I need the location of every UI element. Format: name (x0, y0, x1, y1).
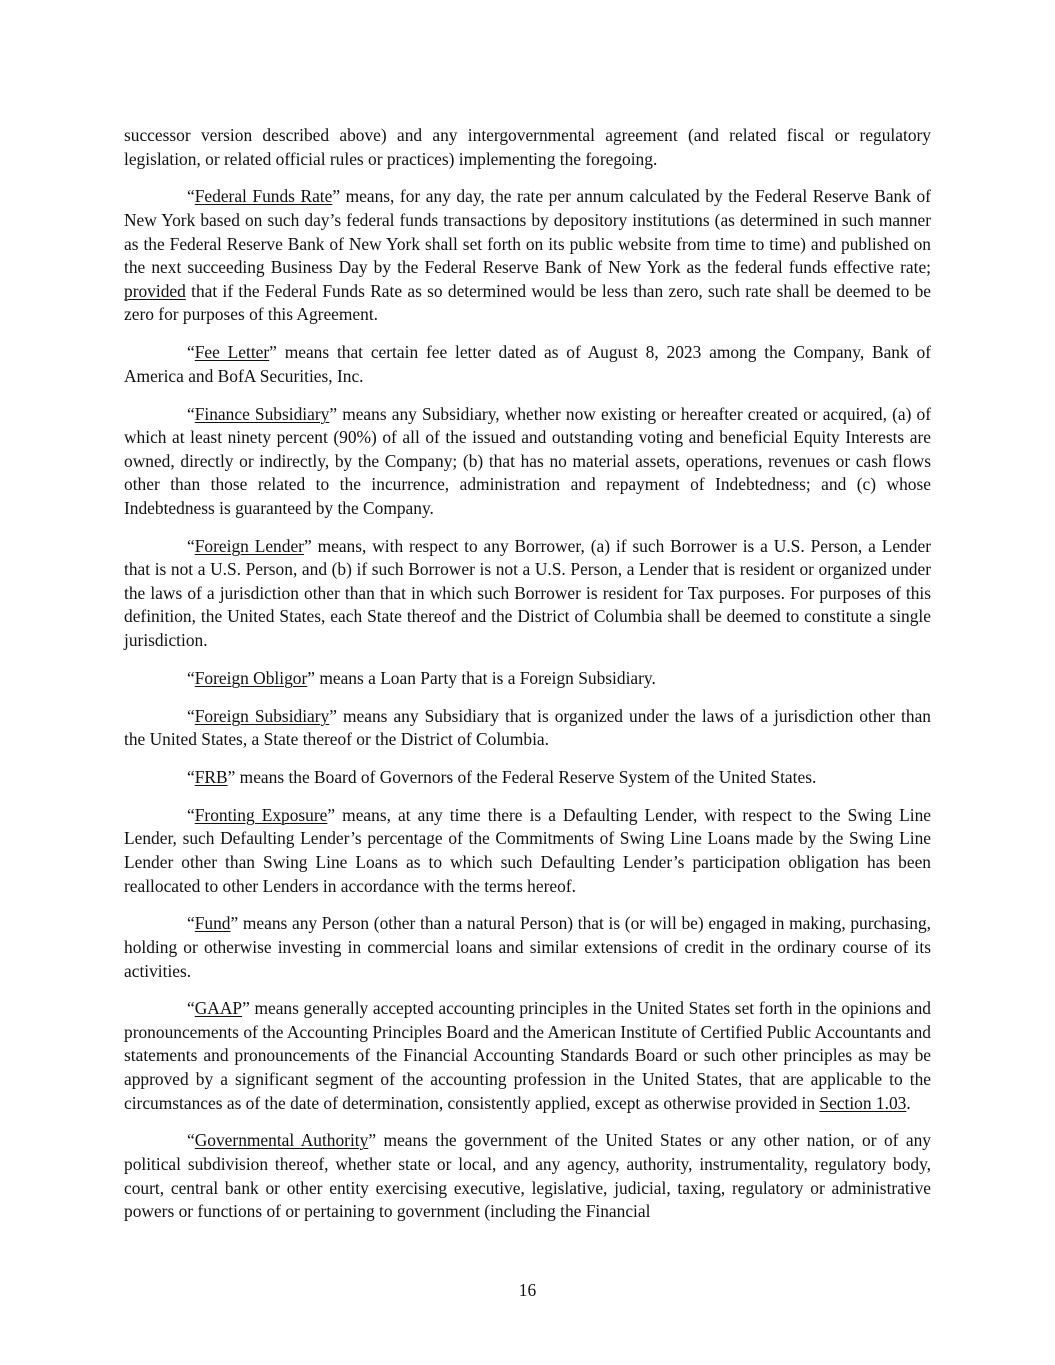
defined-term: Finance Subsidiary (194, 403, 330, 424)
definition-text: ” means a Loan Party that is a Foreign Subsidiary. (307, 667, 656, 688)
open-quote: “ (187, 403, 195, 424)
open-quote: “ (187, 667, 195, 688)
defined-term: Governmental Authority (194, 1130, 369, 1151)
defined-term: FRB (194, 766, 228, 787)
definition-federal-funds-rate (124, 185, 931, 327)
open-quote: “ (187, 766, 195, 787)
defined-term: Federal Funds Rate (194, 186, 333, 207)
open-quote: “ (187, 804, 195, 825)
open-quote: “ (187, 705, 195, 726)
defined-term: Fee Letter (194, 342, 270, 363)
definition-text: ” means the government of the United States or any other nation, or of any political subdivision thereof, whether state or local, and any agency, authority, instrumentality, regulatory body, court, central bank or other entity exercising executive, legislative, judicial, taxing, regulatory or administrative powers or functions of or pertaining to government (including the Financial (124, 1130, 932, 1222)
open-quote: “ (187, 186, 195, 207)
open-quote: “ (187, 342, 195, 363)
defined-term: Fronting Exposure (194, 804, 328, 825)
defined-term: Foreign Subsidiary (194, 705, 330, 726)
definition-text: ” means any Subsidiary that is organized under the laws of a jurisdiction other than the United States, a State thereof or the District of Columbia. (124, 705, 932, 750)
defined-term: Foreign Obligor (194, 667, 308, 688)
definition-text: ” means generally accepted accounting principles in the United States set forth in the opinions and pronouncements of the Accounting Principles Board and the American Institute of Certified Public Accountants and statements and pronouncements of the Financial Accounting Standards Board or such other principles as may be approved by a significant segment of the accounting profession in the United States, that are applicable to the circumstances as of the date of determination, consistently applied, except as otherwise provided in (124, 998, 931, 1113)
definition-frb (124, 766, 931, 790)
definition-gaap (124, 997, 931, 1115)
definition-text: ” means, for any day, the rate per annum calculated by the Federal Reserve Bank of New York based on such day’s federal funds transactions by depository institutions (as determined in such manner as the Federal Reserve Bank of New York shall set forth on its public website from time to time) and published on the next succeeding Business Day by the Federal Reserve Bank of New York as the federal funds effective rate; (124, 186, 931, 278)
definition-foreign-obligor (124, 667, 931, 691)
definition-text: that if the Federal Funds Rate as so determined would be less than zero, such rate shall be deemed to be zero for purposes of this Agreement. (124, 280, 931, 325)
definition-text: . (906, 1092, 911, 1113)
defined-term: GAAP (194, 998, 243, 1019)
definition-text: ” means the Board of Governors of the Federal Reserve System of the United States. (227, 766, 817, 787)
definition-fund (124, 912, 931, 983)
proviso-term: provided (124, 280, 186, 301)
definition-governmental-authority (124, 1129, 931, 1223)
document-page-body (124, 124, 931, 1238)
continuation-paragraph: successor version described above) and any intergovernmental agreement (and related fiscal or regulatory legislation, or related official rules or practices) implementing the foregoing. (124, 125, 931, 169)
definition-foreign-lender (124, 535, 931, 653)
definition-foreign-subsidiary (124, 705, 931, 752)
open-quote: “ (187, 1130, 195, 1151)
definition-text: ” means any Subsidiary, whether now existing or hereafter created or acquired, (a) of which at least ninety percent (90%) of all of the issued and outstanding voting and beneficial Equity Interests are owned, directly or indirectly, by the Company; (b) that has no material assets, operations, revenues or cash flows other than those related to the incurrence, administration and repayment of Indebtedness; and (c) whose Indebtedness is guaranteed by the Company. (124, 403, 932, 518)
definition-fee-letter (124, 341, 931, 388)
open-quote: “ (187, 913, 195, 934)
open-quote: “ (187, 998, 195, 1019)
definition-text: ” means, at any time there is a Defaulting Lender, with respect to the Swing Line Lender, such Defaulting Lender’s percentage of the Commitments of Swing Line Loans made by the Swing Line Lender other than Swing Line Loans as to which such Defaulting Lender’s participation obligation has been reallocated to other Lenders in accordance with the terms hereof. (124, 804, 931, 896)
page-number: 16 (518, 1280, 537, 1300)
open-quote: “ (187, 535, 195, 556)
definition-text: ” means that certain fee letter dated as of August 8, 2023 among the Company, Bank of America and BofA Securities, Inc. (124, 342, 931, 386)
definition-fronting-exposure (124, 804, 931, 898)
definition-text: ” means any Person (other than a natural Person) that is (or will be) engaged in making, purchasing, holding or otherwise investing in commercial loans and similar extensions of credit in the ordinary course of its activities. (124, 913, 931, 981)
definition-text: ” means, with respect to any Borrower, (a) if such Borrower is a U.S. Person, a Lender that is not a U.S. Person, and (b) if such Borrower is not a U.S. Person, a Lender that is resident or organized under the laws of a jurisdiction other than that in which such Borrower is resident for Tax purposes. For purposes of this definition, the United States, each State thereof and the District of Columbia shall be deemed to constitute a single jurisdiction. (124, 535, 931, 651)
section-cross-reference: Section 1.03 (819, 1092, 907, 1113)
defined-term: Fund (194, 913, 231, 934)
definition-finance-subsidiary (124, 403, 931, 521)
defined-term: Foreign Lender (194, 535, 304, 556)
